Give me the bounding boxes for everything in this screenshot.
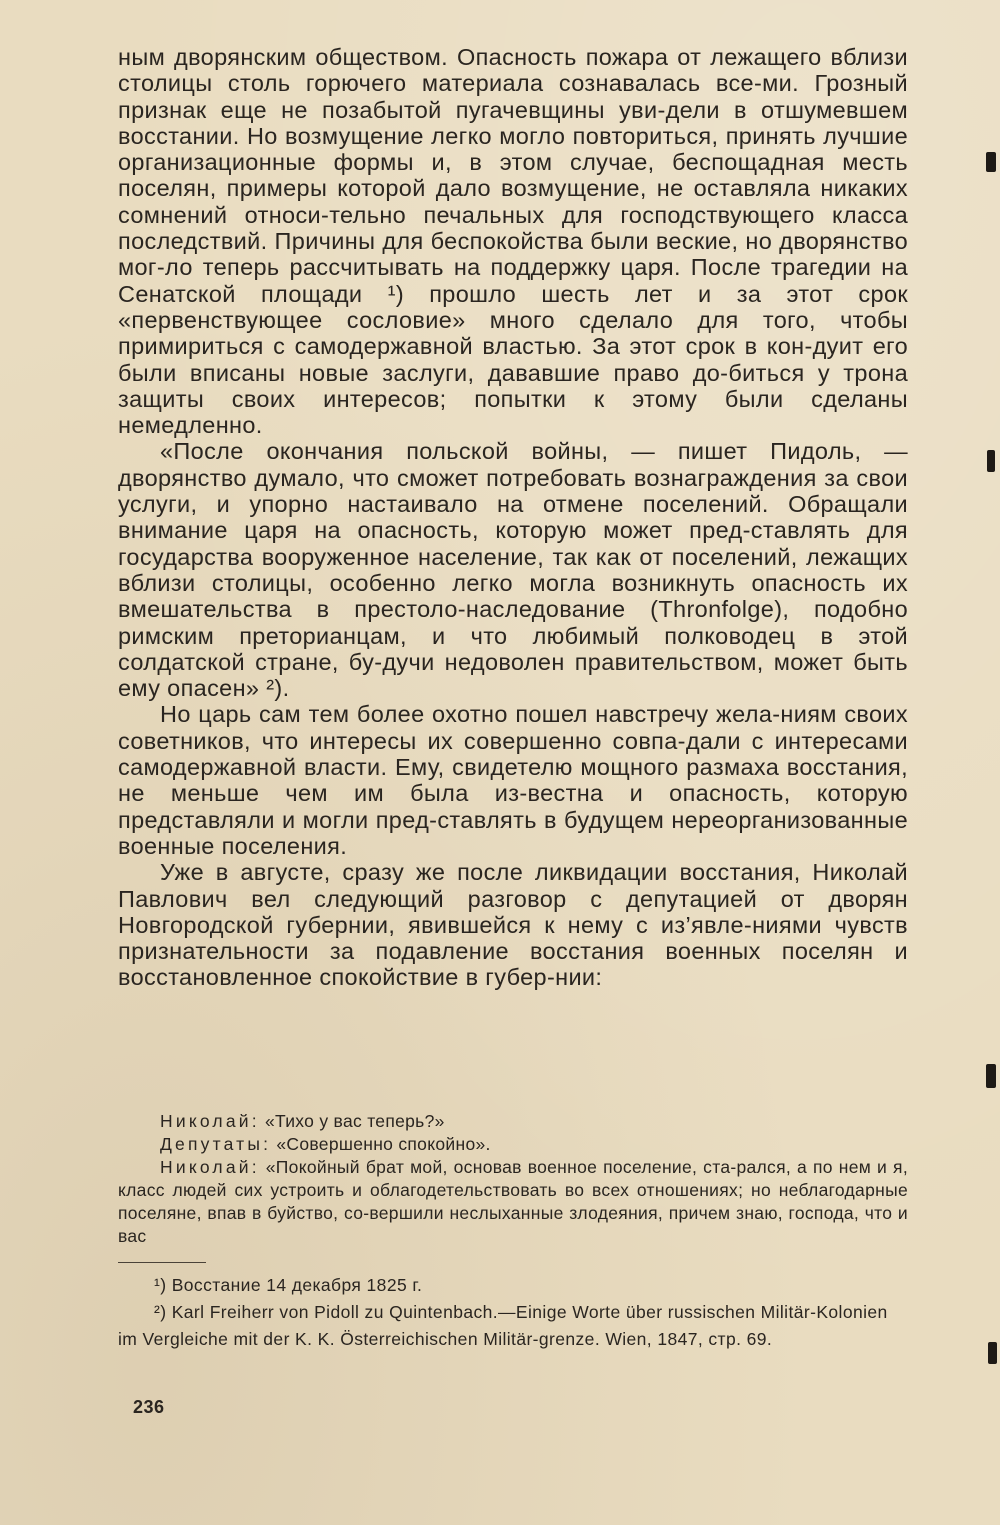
margin-ink-mark (988, 1342, 997, 1364)
paragraph-2-quote: «После окончания польской войны, — пишет Пидоль, — дворянство думало, что сможет потребовать вознаграждения за свои услуги, и упорно настаивало на отмене поселений. Обращали внимание царя на опасность, которую может пред-ставлять для государства вооруженное население, так как от поселений, лежащих вблизи столицы, особенно легко могла возникнуть опасность их вмешательства в престоло-наследование (Thronfolge), подобно римским преторианцам, и что любимый полководец в этой солдатской стране, бу-дучи недоволен правительством, может быть ему опасен» ²). (118, 438, 908, 702)
margin-ink-mark (986, 1064, 996, 1088)
paragraph-3: Но царь сам тем более охотно пошел навстречу жела-ниям своих советников, что интересы их совершенно совпа-дали с интересами самодержавной власти. Ему, свидетелю мощного размаха восстания, не меньше чем им была из-вестна и опасность, которую представляли и могли пред-ставлять в будущем нереорганизованные военные поселения. (118, 701, 908, 859)
footnotes (118, 1272, 908, 1353)
footnote-1: ¹) Восстание 14 декабря 1825 г. (154, 1275, 423, 1295)
dialogue-line (118, 1156, 908, 1248)
footnote-2: ²) Karl Freiherr von Pidoll zu Quintenbach.—Einige Worte über russischen Militär-Kolonien im Vergleiche mit der K. K. Österreichischen Militär-grenze. Wien, 1847, стр. 69. (118, 1302, 888, 1349)
page-number: 236 (133, 1397, 165, 1417)
speaker-label: Николай: (160, 1157, 260, 1177)
main-text (118, 44, 908, 991)
footnote-divider (118, 1262, 206, 1263)
dialogue-line (118, 1133, 908, 1156)
paragraph-1: ным дворянским обществом. Опасность пожара от лежащего вблизи столицы столь горючего материала сознавалась все-ми. Грозный признак еще не позабытой пугачевщины уви-дели в отшумевшем восстании. Но возмущение легко могло повториться, принять лучшие организационные формы и, в этом случае, беспощадная месть поселян, примеры которой дало возмущение, не оставляла никаких сомнений относи-тельно печальных для господствующего класса последствий. Причины для беспокойства были веские, но дворянство мог-ло теперь рассчитывать на поддержку царя. После трагедии на Сенатской площади ¹) прошло шесть лет и за этот срок «первенствующее сословие» много сделало для того, чтобы примириться с самодержавной властью. За этот срок в кон-дуит его были вписаны новые заслуги, дававшие право до-биться у трона защиты своих интересов; попытки к этому были сделаны немедленно. (118, 44, 908, 439)
dialogue-text: «Покойный брат мой, основав военное поселение, ста-рался, а по нем и я, класс людей сих устроить и облагодетельствовать во всех отношениях; но неблагодарные поселяне, впав в буйство, со-вершили неслыханные злодеяния, причем знаю, господа, что и вас (118, 1157, 908, 1246)
paragraph-4: Уже в августе, сразу же после ликвидации восстания, Николай Павлович вел следующий разговор с депутацией от дворян Новгородской губернии, явившейся к нему с из’явле-ниями чувств признательности за подавление восстания военных поселян и восстановленное спокойствие в губер-нии: (118, 859, 908, 991)
margin-ink-mark (987, 450, 995, 472)
dialogue-line (118, 1110, 908, 1133)
margin-ink-mark (986, 152, 996, 172)
dialogue-block (118, 1110, 908, 1248)
speaker-label: Депутаты: (160, 1134, 272, 1154)
dialogue-text: «Совершенно спокойно». (271, 1134, 491, 1154)
dialogue-text: «Тихо у вас теперь?» (259, 1111, 445, 1131)
speaker-label: Николай: (160, 1111, 260, 1131)
